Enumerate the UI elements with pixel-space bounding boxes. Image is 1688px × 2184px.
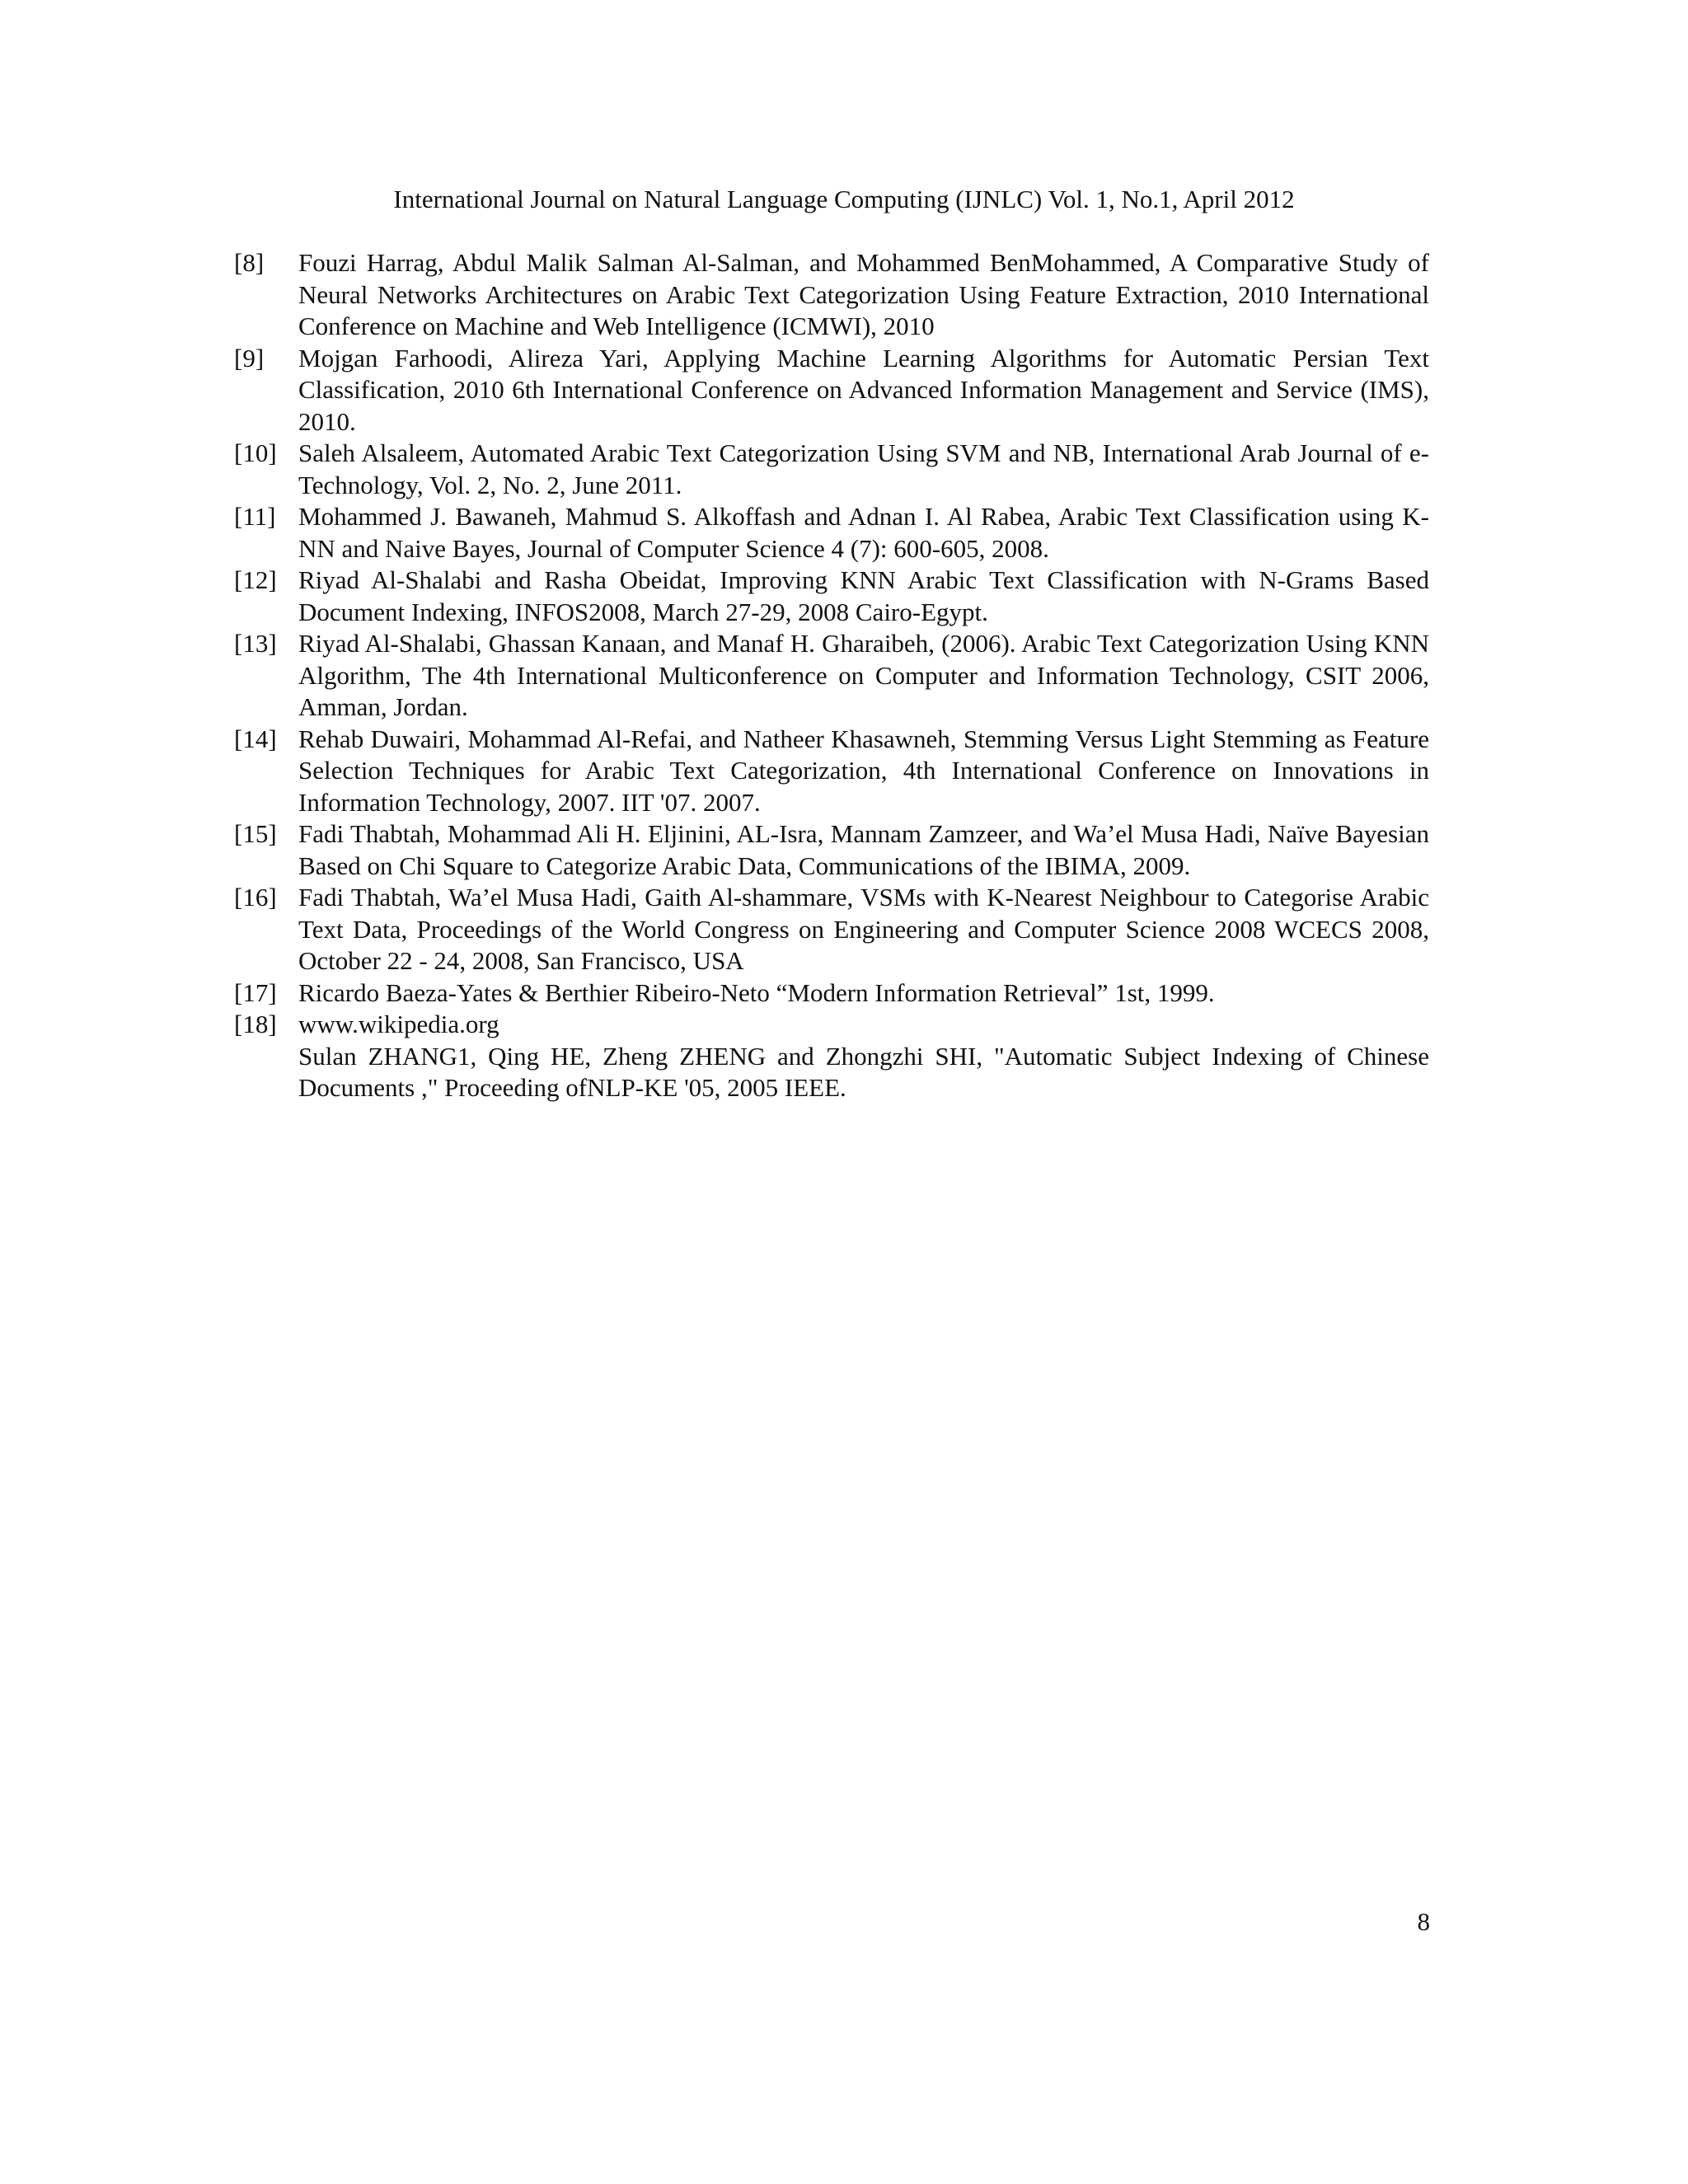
reference-text: Rehab Duwairi, Mohammad Al-Refai, and Natheer Khasawneh, Stemming Versus Light Stemming as Feature Selection Techniques for Arabic Text Categorization, 4th International Conference on Innovations in Information Technology, 2007. IIT '07. 2007. (298, 724, 1429, 817)
reference-number: [15] (234, 819, 277, 848)
reference-number: [8] (234, 248, 265, 277)
reference-item (234, 438, 1429, 501)
reference-text: Fadi Thabtah, Mohammad Ali H. Eljinini, AL-Isra, Mannam Zamzeer, and Wa’el Musa Hadi, Naïve Bayesian Based on Chi Square to Categorize Arabic Data, Communications of the IBIMA, 2009. (298, 819, 1429, 880)
reference-item (234, 565, 1429, 628)
running-header: International Journal on Natural Language Computing (IJNLC) Vol. 1, No.1, April 2012 (393, 185, 1295, 213)
reference-text: Fouzi Harrag, Abdul Malik Salman Al-Salman, and Mohammed BenMohammed, A Comparative Study of Neural Networks Architectures on Arabic Text Categorization Using Feature Extraction, 2010 International Conference on Machine and Web Intelligence (ICMWI), 2010 (298, 248, 1429, 340)
reference-text: Riyad Al-Shalabi and Rasha Obeidat, Improving KNN Arabic Text Classification with N-Grams Based Document Indexing, INFOS2008, March 27-29, 2008 Cairo-Egypt. (298, 565, 1429, 626)
reference-number: [17] (234, 977, 277, 1007)
reference-item (234, 1009, 1429, 1041)
reference-text: Ricardo Baeza-Yates & Berthier Ribeiro-Neto “Modern Information Retrieval” 1st, 1999. (298, 977, 1215, 1007)
reference-item (234, 818, 1429, 882)
reference-number: [18] (234, 1010, 277, 1038)
reference-number: [11] (234, 502, 276, 531)
reference-item (234, 724, 1429, 819)
reference-number: [10] (234, 438, 277, 467)
reference-text: Saleh Alsaleem, Automated Arabic Text Categorization Using SVM and NB, International Arab Journal of e-Technology, Vol. 2, No. 2, June 2011. (298, 438, 1429, 499)
reference-number: [9] (234, 343, 265, 373)
reference-item (234, 882, 1429, 977)
reference-text: Mojgan Farhoodi, Alireza Yari, Applying Machine Learning Algorithms for Automatic Persian Text Classification, 2010 6th International Conference on Advanced Information Management and Service (IMS), 2010. (298, 343, 1429, 436)
page-number: 8 (1417, 1907, 1430, 1936)
reference-list (234, 247, 1429, 1104)
reference-item (234, 1041, 1429, 1104)
reference-number: [12] (234, 565, 277, 594)
reference-item (234, 501, 1429, 565)
reference-text: Riyad Al-Shalabi, Ghassan Kanaan, and Manaf H. Gharaibeh, (2006). Arabic Text Categorization Using KNN Algorithm, The 4th International Multiconference on Computer and Information Technology, CSIT 2006, Amman, Jordan. (298, 629, 1429, 721)
reference-number: [16] (234, 883, 277, 912)
reference-item (234, 977, 1429, 1010)
reference-item (234, 343, 1429, 438)
reference-link[interactable]: www.wikipedia.org (298, 1010, 499, 1038)
reference-item (234, 247, 1429, 343)
reference-text: Fadi Thabtah, Wa’el Musa Hadi, Gaith Al-shammare, VSMs with K-Nearest Neighbour to Categorise Arabic Text Data, Proceedings of the World Congress on Engineering and Computer Science 2008 WCECS 2008, October 22 - 24, 2008, San Francisco, USA (298, 883, 1429, 975)
reference-text: Sulan ZHANG1, Qing HE, Zheng ZHENG and Zhongzhi SHI, "Automatic Subject Indexing of Chinese Documents ," Proceeding ofNLP-KE '05, 2005 IEEE. (298, 1041, 1429, 1102)
reference-number: [14] (234, 724, 277, 753)
reference-item (234, 628, 1429, 724)
reference-text: Mohammed J. Bawaneh, Mahmud S. Alkoffash and Adnan I. Al Rabea, Arabic Text Classification using K-NN and Naive Bayes, Journal of Computer Science 4 (7): 600-605, 2008. (298, 502, 1429, 563)
reference-number: [13] (234, 629, 277, 658)
